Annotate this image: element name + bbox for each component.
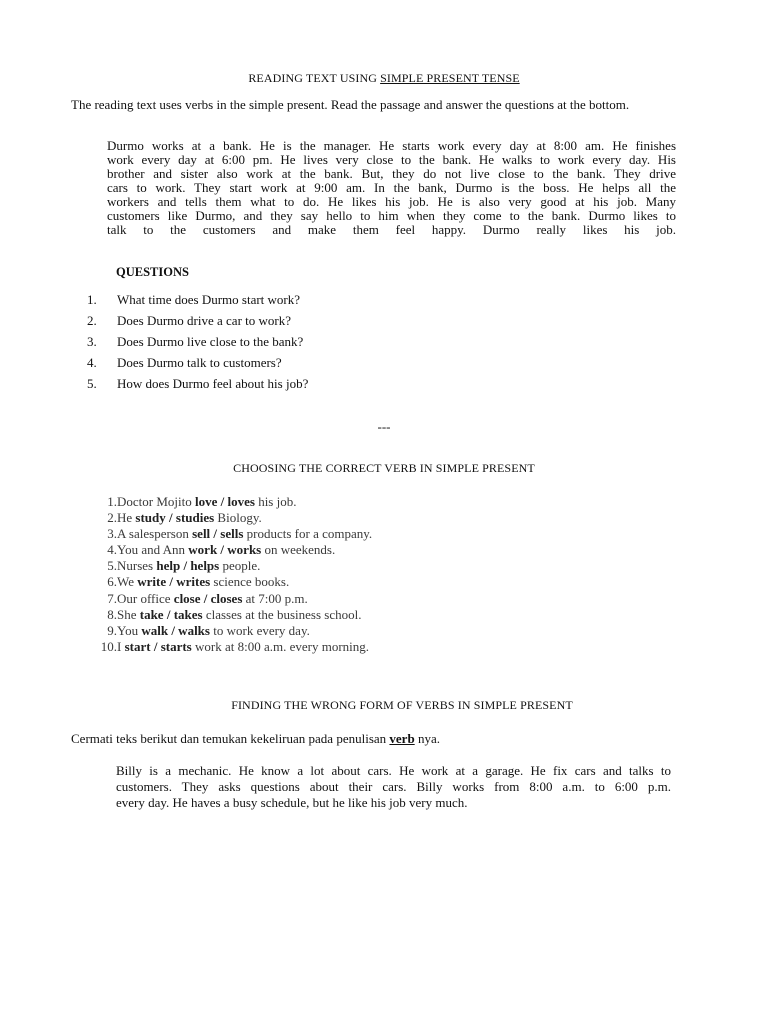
item-number: 2. [107,510,117,526]
section1-intro: The reading text uses verbs in the simple present. Read the passage and answer the questions at the bottom. [71,97,630,112]
item-text-post: Biology. [214,510,262,526]
list-item [87,624,587,640]
section1-title-underlined: SIMPLE PRESENT TENSE [380,71,520,85]
section3-instruction [71,732,440,746]
item-number: 9. [107,622,117,638]
passage-line: talk to the customers and make them feel happy. Durmo really likes his job. [107,222,676,237]
verb-options: close / closes [173,590,243,606]
item-text-pre: A salesperson [117,526,193,542]
list-item [87,559,587,575]
list-item [87,314,487,335]
verb-options: start / starts [124,638,192,654]
passage-line: Durmo works at a bank. He is the manager. He starts work every day at 8:00 am. He finishes [107,138,676,153]
verb-options: walk / walks [141,622,210,638]
list-item [87,293,487,314]
item-number: 6. [107,574,117,590]
list-item [87,377,487,398]
passage-line: every day. He haves a busy schedule, but he like his job very much. [116,795,468,810]
verb-choice-list [87,495,587,656]
list-item [87,575,587,591]
item-text-pre: She [117,606,140,622]
item-text-pre: You and Ann [117,542,189,558]
verb-options: sell / sells [192,526,244,542]
item-text-pre: He [117,510,136,526]
passage-line: work every day at 6:00 pm. He lives very close to the bank. He walks to work every day. His [107,152,676,167]
passage-line: Billy is a mechanic. He know a lot about cars. He work at a garage. He fix cars and talks to [116,763,671,778]
section1-title-prefix: READING TEXT USING [248,71,381,85]
verb-options: write / writes [137,574,211,590]
list-item [87,527,587,543]
list-item [87,335,487,356]
item-number: 10. [100,638,117,654]
question-number: 1. [87,292,97,307]
item-text-pre: Nurses [117,558,157,574]
item-number: 5. [107,558,117,574]
item-number: 7. [107,590,117,606]
item-text-pre: You [117,622,142,638]
item-number: 4. [107,542,117,558]
question-text: How does Durmo feel about his job? [117,376,309,391]
item-text-post: work at 8:00 a.m. every morning. [191,638,370,654]
passage-line: cars to work. They start work at 9:00 am. In the bank, Durmo is the boss. He helps all the [107,180,676,195]
section2-title: CHOOSING THE CORRECT VERB IN SIMPLE PRESENT [233,461,535,475]
item-text-post: on weekends. [261,542,336,558]
list-item [87,495,587,511]
passage-line: customers like Durmo, and they say hello to him when they come to the bank. Durmo likes to [107,208,676,223]
instruction-pre: Cermati teks berikut dan temukan kekeliruan pada penulisan [71,731,390,746]
list-item [87,356,487,377]
passage-line: brother and sister also work at the bank. But, they do not live close to the bank. They drive [107,166,676,181]
question-number: 4. [87,355,97,370]
question-number: 2. [87,313,97,328]
passage-line: workers and tells them what to do. He likes his job. He is also very good at his job. Many [107,194,676,209]
item-text-post: science books. [210,574,290,590]
item-text-post: classes at the business school. [202,606,362,622]
section3-passage [116,763,671,811]
questions-heading: QUESTIONS [116,265,189,279]
question-number: 5. [87,376,97,391]
section-separator: --- [377,419,391,434]
item-text-pre: We [117,574,138,590]
list-item [87,640,587,656]
verb-options: take / takes [139,606,203,622]
instruction-post: nya. [414,731,440,746]
question-number: 3. [87,334,97,349]
question-text: Does Durmo talk to customers? [117,355,282,370]
question-text: Does Durmo live close to the bank? [117,334,304,349]
questions-list [87,293,487,398]
verb-options: help / helps [156,558,220,574]
item-number: 1. [107,494,117,509]
verb-options: study / studies [135,510,215,526]
item-text-post: at 7:00 p.m. [242,590,308,606]
list-item [87,608,587,624]
section1-title [0,71,768,85]
question-text: What time does Durmo start work? [117,292,301,307]
list-item [87,543,587,559]
item-number: 3. [107,526,117,542]
item-text-pre: I [117,638,125,654]
verb-options: love / loves [195,494,255,509]
question-text: Does Durmo drive a car to work? [117,313,291,328]
list-item [87,592,587,608]
verb-options: work / works [188,542,262,558]
item-text-pre: Our office [117,590,174,606]
item-number: 8. [107,606,117,622]
passage-line: customers. They asks questions about their cars. Billy works from 8:00 a.m. to 6:00 p.m. [116,779,671,794]
item-text-pre: Doctor Mojito [117,494,195,509]
section3-title: FINDING THE WRONG FORM OF VERBS IN SIMPLE PRESENT [231,698,573,712]
item-text-post: products for a company. [243,526,373,542]
item-text-post: to work every day. [209,622,310,638]
item-text-post: his job. [254,494,297,509]
section1-passage [107,139,676,237]
list-item [87,511,587,527]
item-text-post: people. [219,558,261,574]
instruction-verb: verb [389,731,415,746]
